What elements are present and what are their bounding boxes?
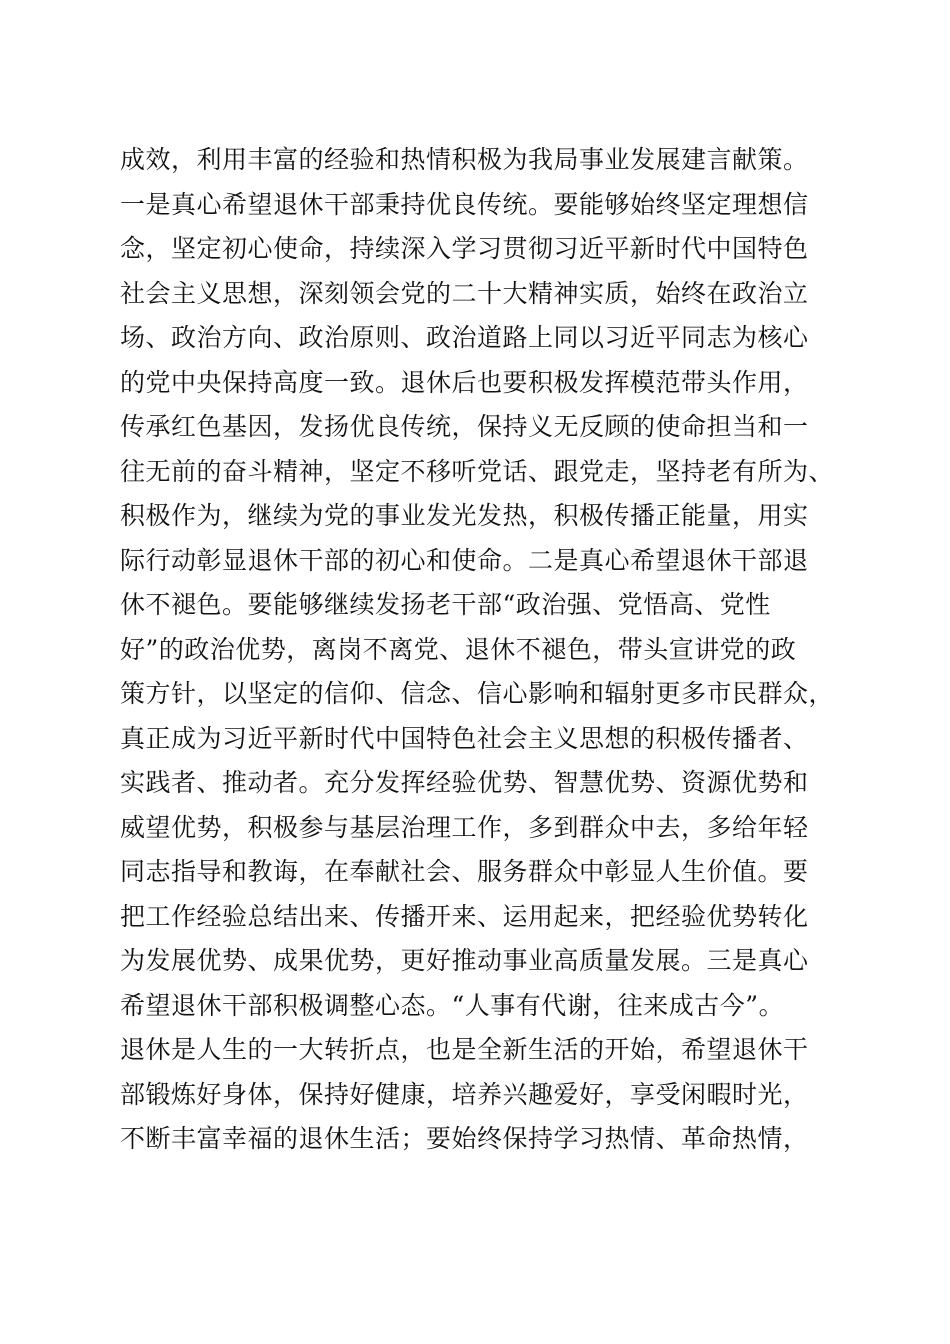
text-line: 的党中央保持高度一致。退休后也要积极发挥模范带头作用， bbox=[120, 367, 809, 397]
text-line: 社会主义思想，深刻领会党的二十大精神实质，始终在政治立 bbox=[120, 278, 809, 308]
text-line: 休不褪色。要能够继续发扬老干部“政治强、党悟高、党性 bbox=[120, 590, 771, 619]
text-line: 退休是人生的一大转折点，也是全新生活的开始，希望退休干 bbox=[120, 1035, 809, 1064]
text-line: 一是真心希望退休干部秉持优良传统。要能够始终坚定理想信 bbox=[120, 189, 809, 219]
text-line: 不断丰富幸福的退休生活；要始终保持学习热情、革命热情， bbox=[120, 1124, 809, 1153]
text-line: 策方针，以坚定的信仰、信念、信心影响和辐射更多市民群众， bbox=[120, 679, 835, 708]
text-line: 念，坚定初心使命，持续深入学习贯彻习近平新时代中国特色 bbox=[120, 234, 809, 263]
text-line: 场、政治方向、政治原则、政治道路上同以习近平同志为核心 bbox=[120, 323, 809, 352]
text-line: 真正成为习近平新时代中国特色社会主义思想的积极传播者、 bbox=[120, 723, 809, 753]
text-line: 好”的政治优势，离岗不离党、退休不褪色，带头宣讲党的政 bbox=[120, 634, 797, 664]
text-line: 积极作为，继续为党的事业发光发热，积极传播正能量，用实 bbox=[120, 501, 809, 530]
text-line: 际行动彰显退休干部的初心和使命。二是真心希望退休干部退 bbox=[120, 545, 809, 575]
text-line: 传承红色基因，发扬优良传统，保持义无反顾的使命担当和一 bbox=[120, 412, 809, 441]
body-text bbox=[120, 138, 850, 1162]
text-line: 部锻炼好身体，保持好健康，培养兴趣爱好，享受闲暇时光， bbox=[120, 1079, 809, 1109]
text-line: 为发展优势、成果优势，更好推动事业高质量发展。三是真心 bbox=[120, 946, 809, 975]
text-line: 实践者、推动者。充分发挥经验优势、智慧优势、资源优势和 bbox=[120, 768, 809, 797]
text-line: 往无前的奋斗精神，坚定不移听党话、跟党走，坚持老有所为、 bbox=[120, 456, 835, 486]
text-line: 成效，利用丰富的经验和热情积极为我局事业发展建言献策。 bbox=[120, 145, 809, 174]
text-line: 希望退休干部积极调整心态。“人事有代谢，往来成古今”。 bbox=[120, 990, 785, 1020]
text-line: 同志指导和教诲，在奉献社会、服务群众中彰显人生价值。要 bbox=[120, 857, 809, 886]
text-line: 把工作经验总结出来、传播开来、运用起来，把经验优势转化 bbox=[120, 901, 809, 931]
text-line: 威望优势，积极参与基层治理工作，多到群众中去，多给年轻 bbox=[120, 812, 809, 842]
